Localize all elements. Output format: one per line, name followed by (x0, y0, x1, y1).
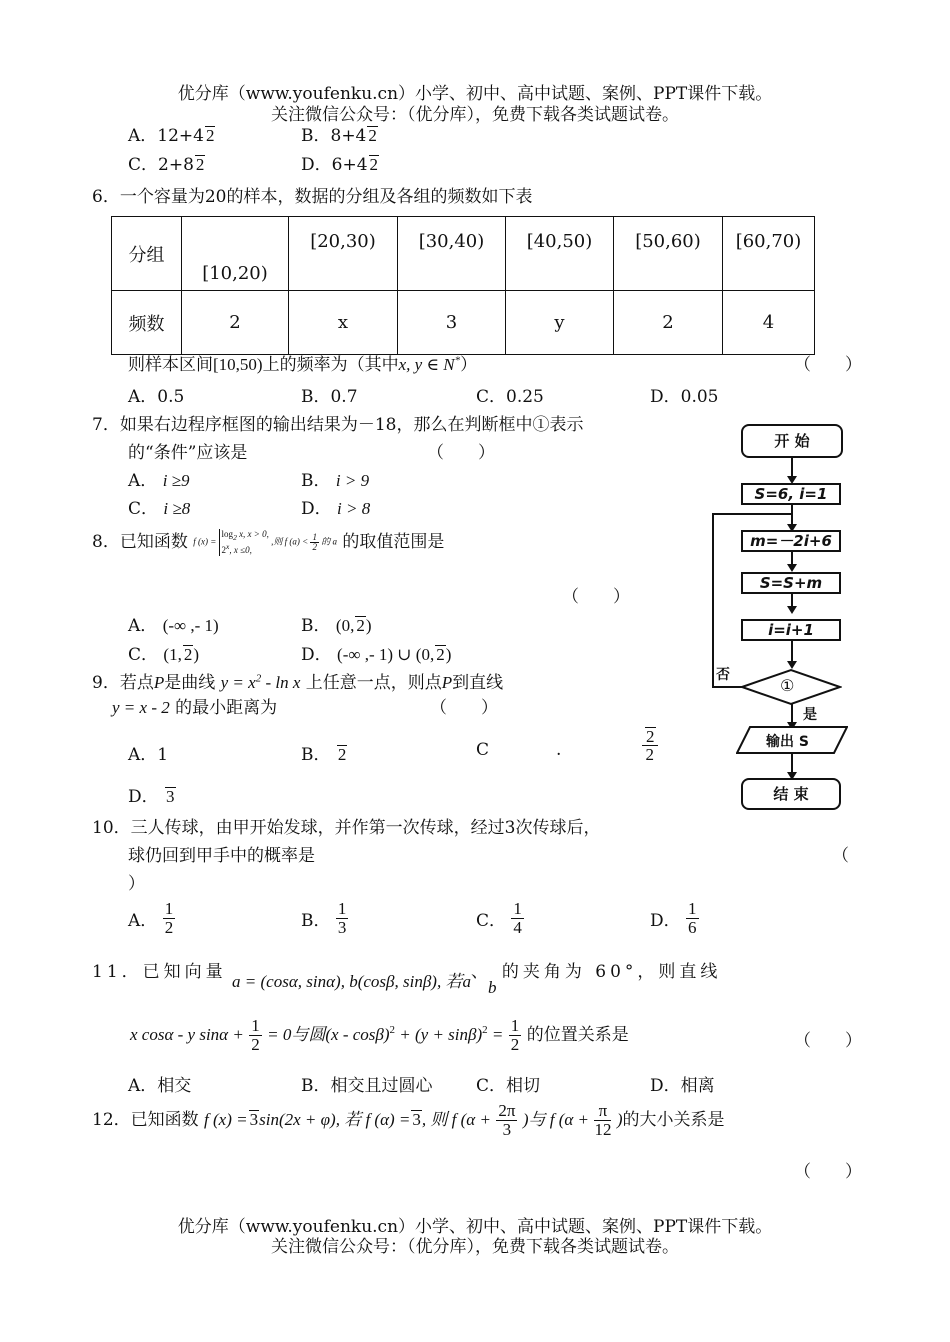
header-line-1: 优分库（www.youfenku.cn）小学、初中、高中试题、案例、PPT课件下载。 (177, 84, 773, 104)
q9-option-d: D． 3 (128, 787, 175, 807)
q11-answer-paren: （ ） (794, 1031, 862, 1051)
q9-answer-paren: （ ） (430, 698, 498, 718)
q10-paren-open: （ (832, 846, 849, 866)
q10-option-c: C． $\frac{1}{4}$ (476, 899, 522, 937)
q5-option-d: D．6+4 2 (301, 155, 379, 175)
q11-option-a: A．相交 (128, 1076, 192, 1096)
table-header-freq: 频数 (112, 291, 182, 355)
q7-option-d: D． i > 8 (301, 499, 371, 519)
q7-stem-line2: 的“条件”应该是 (128, 443, 248, 463)
q5-option-a: A．12+4 2 (128, 126, 215, 146)
table-cell: 2 (614, 291, 723, 355)
q9-option-c-fraction: $\frac{2}{2}$ (642, 727, 658, 764)
q5-option-c: C．2+8 2 (128, 155, 205, 175)
q7-option-c: C． i ≥8 (128, 499, 191, 519)
table-header-group: 分组 (112, 217, 182, 291)
flowchart-decision-label: ① (780, 676, 795, 695)
q10-stem-line2: 球仍回到甲手中的概率是 (128, 846, 315, 866)
q11-option-b: B．相交且过圆心 (301, 1076, 433, 1096)
q6-stem: 6．一个容量为20的样本，数据的分组及各组的频数如下表 (92, 187, 533, 207)
table-cell: 2 (182, 291, 289, 355)
q7-option-a: A． i ≥9 (128, 471, 190, 491)
q7-stem-line1: 7．如果右边程序框图的输出结果为－18，那么在判断框中①表示 (92, 415, 584, 435)
table-cell: 4 (723, 291, 815, 355)
q9-option-c-dot: . (556, 740, 562, 760)
flowchart-end: 结 束 (741, 778, 841, 810)
q11-stem-line1: 11．已知向量 a = (cosα, sinα), b(cosβ, sinβ), 若a、b 的夹角为 60°，则直线 (92, 962, 722, 997)
footer-line-1: 优分库（www.youfenku.cn）小学、初中、高中试题、案例、PPT课件下载。 (177, 1217, 773, 1237)
q10-option-a: A． $\frac{1}{2}$ (128, 899, 174, 937)
footer-line-2: 关注微信公众号：（优分库），免费下载各类试题试卷。 (271, 1237, 679, 1257)
table-cell: y (506, 291, 614, 355)
q10-stem-line1: 10．三人传球，由甲开始发球，并作第一次传球，经过3次传球后， (92, 818, 601, 838)
q8-option-a: A． (-∞ ,- 1) (128, 616, 219, 636)
q10-paren-close: ） (128, 874, 145, 894)
q5-option-b: B．8+4 2 (301, 126, 377, 146)
q6-option-b: B．0.7 (301, 387, 358, 407)
flowchart-init: S=6, i=1 (741, 483, 841, 505)
q8-tiny-function: f (x) = $\log_2 x$, x > 0, 2$^x$, x ≤0, ,则 f (a) < $\frac{1}{2}$ 的 a (193, 529, 337, 555)
q6-question: 则样本区间[10,50)上的频率为（其中x, y ∈ N*） (128, 354, 478, 375)
q6-answer-paren: （ ） (794, 355, 862, 375)
header-line-2: 关注微信公众号：（优分库），免费下载各类试题试卷。 (271, 105, 679, 125)
flowchart-start: 开 始 (741, 424, 843, 458)
flowchart-no-label: 否 (716, 667, 730, 683)
q8-option-b: B． (0, 2) (301, 616, 372, 636)
q9-stem-line1: 9．若点P是曲线 $y = x^2 - \ln x$ 上任意一点，则点P到直线 (92, 672, 504, 693)
flowchart-step-s: S=S+m (741, 572, 841, 594)
q11-option-d: D．相离 (650, 1076, 715, 1096)
q12-stem: 12．已知函数 f (x) = 3sin(2x + φ), 若 f (α) = 3, 则 f (α + $\frac{2\pi}{3}$ )与 f (α + $\frac{\pi}{12}$ )的大小关系是 (92, 1101, 725, 1139)
q8-stem: 8．已知函数 f (x) = $\log_2 x$, x > 0, 2$^x$, x ≤0, ,则 f (a) < $\frac{1}{2}$ 的 a 的取值范围是 (92, 529, 445, 555)
table-cell: [10,20) (182, 217, 289, 291)
q9-option-c-label: C (476, 740, 490, 760)
table-cell: [40,50) (506, 217, 614, 291)
table-cell: [50,60) (614, 217, 723, 291)
q6-option-c: C．0.25 (476, 387, 544, 407)
q10-option-b: B． $\frac{1}{3}$ (301, 899, 347, 937)
q11-line-circle: x cosα - y sinα + $\frac{1}{2}$ = 0与圆$(x - \cos\beta)^2 + (y + \sin\beta)^2$ = $\frac{1}{2}$ 的位置关系是 (130, 1016, 629, 1054)
flowchart-yes-label: 是 (803, 707, 817, 723)
q8-option-d: D． (-∞ ,- 1) ∪ (0, 2) (301, 645, 452, 665)
q9-option-b: B． 2 (301, 745, 347, 765)
table-row (112, 291, 815, 355)
q9-option-a: A．1 (128, 745, 169, 765)
q8-answer-paren: （ ） (562, 587, 630, 607)
table-cell: [60,70) (723, 217, 815, 291)
q7-answer-paren: （ ） (427, 443, 495, 463)
q11-option-c: C．相切 (476, 1076, 541, 1096)
flowchart-step-m: m=－2i+6 (741, 530, 841, 552)
q10-option-d: D． $\frac{1}{6}$ (650, 899, 697, 937)
frequency-table (111, 216, 815, 355)
table-row (112, 217, 815, 291)
q12-answer-paren: （ ） (794, 1162, 862, 1182)
flowchart-output-label: 输出 S (766, 734, 809, 750)
table-cell: x (289, 291, 398, 355)
flowchart-step-i: i=i+1 (741, 619, 841, 641)
table-cell: [20,30) (289, 217, 398, 291)
table-cell: 3 (398, 291, 506, 355)
q7-option-b: B． i > 9 (301, 471, 370, 491)
q9-stem-line2: y = x - 2 的最小距离为 (112, 698, 278, 718)
q8-option-c: C． (1, 2) (128, 645, 200, 665)
table-cell: [30,40) (398, 217, 506, 291)
q6-option-a: A．0.5 (128, 387, 185, 407)
q6-option-d: D．0.05 (650, 387, 719, 407)
